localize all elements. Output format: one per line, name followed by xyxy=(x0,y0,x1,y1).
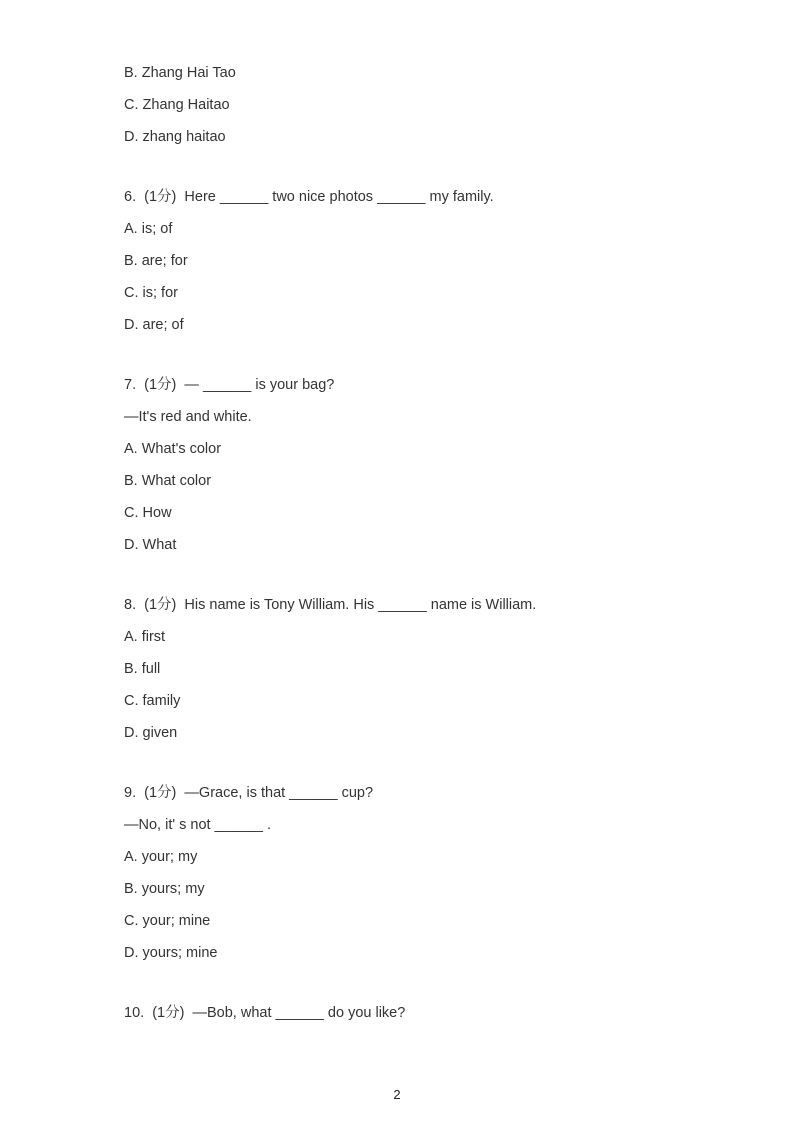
option-c: C. Zhang Haitao xyxy=(124,97,230,113)
question-9-option-c: C. your; mine xyxy=(124,913,211,929)
question-9-stem: 9. (1分) —Grace, is that ______ cup? xyxy=(124,785,374,801)
question-7-option-d: D. What xyxy=(124,537,177,553)
question-6-option-a: A. is; of xyxy=(124,221,173,237)
question-7-reply: —It's red and white. xyxy=(124,409,252,425)
question-7-option-a: A. What's color xyxy=(124,441,222,457)
question-6-option-b: B. are; for xyxy=(124,253,188,269)
question-7-option-b: B. What color xyxy=(124,473,212,489)
option-b: B. Zhang Hai Tao xyxy=(124,65,236,81)
question-6-option-d: D. are; of xyxy=(124,317,184,333)
question-9-option-d: D. yours; mine xyxy=(124,945,218,961)
question-8-stem: 8. (1分) His name is Tony William. His ______ name is William. xyxy=(124,597,537,613)
option-d: D. zhang haitao xyxy=(124,129,226,145)
question-7-stem: 7. (1分) — ______ is your bag? xyxy=(124,377,335,393)
question-6-stem: 6. (1分) Here ______ two nice photos ______ my family. xyxy=(124,189,494,205)
page-number: 2 xyxy=(393,1087,401,1102)
question-7-option-c: C. How xyxy=(124,505,172,521)
question-8-option-c: C. family xyxy=(124,693,181,709)
question-8-option-a: A. first xyxy=(124,629,166,645)
question-9-reply: —No, it' s not ______ . xyxy=(124,817,272,833)
question-9-option-b: B. yours; my xyxy=(124,881,205,897)
question-6-option-c: C. is; for xyxy=(124,285,178,301)
question-10-stem: 10. (1分) —Bob, what ______ do you like? xyxy=(124,1005,406,1021)
question-9-option-a: A. your; my xyxy=(124,849,198,865)
question-8-option-b: B. full xyxy=(124,661,161,677)
question-8-option-d: D. given xyxy=(124,725,178,741)
